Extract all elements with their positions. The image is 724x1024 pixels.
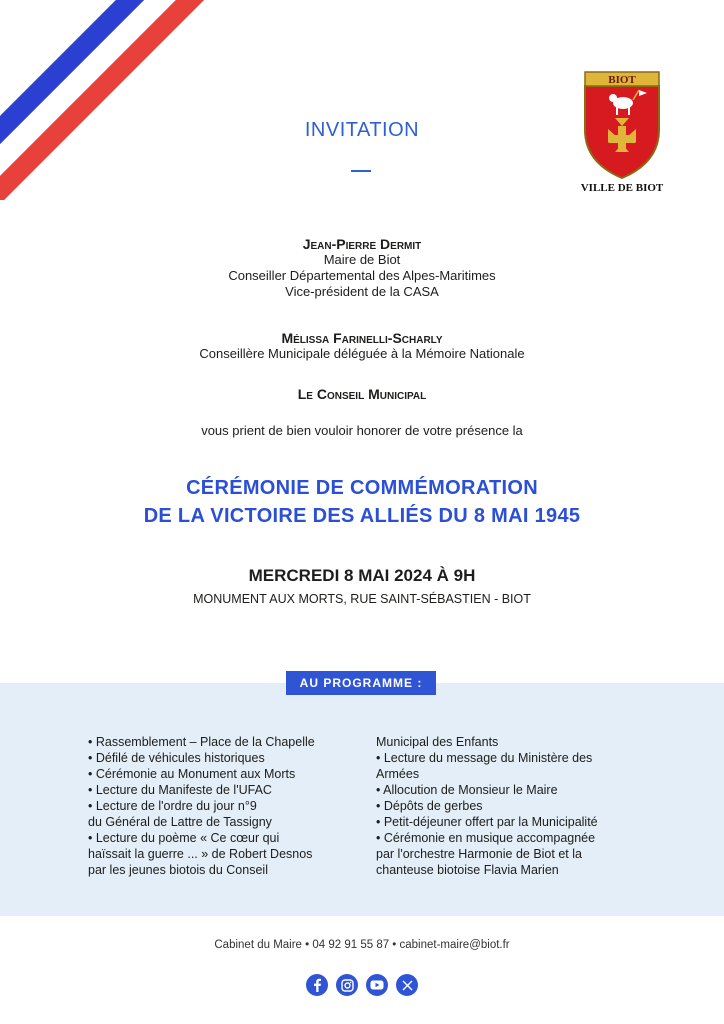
event-date: MERCREDI 8 MAI 2024 À 9H bbox=[248, 566, 476, 585]
program-line: chanteuse biotoise Flavia Marien bbox=[376, 863, 559, 877]
tricolor-ribbon bbox=[0, 0, 240, 200]
program-line: • Lecture du poème « Ce cœur qui bbox=[88, 831, 280, 845]
youtube-icon[interactable] bbox=[366, 974, 388, 996]
ceremony-title bbox=[0, 474, 724, 530]
program-line: • Lecture du message du Ministère des bbox=[376, 751, 593, 765]
program-line: • Rassemblement – Place de la Chapelle bbox=[88, 735, 315, 749]
host-role: Conseillère Municipale déléguée à la Mémoire Nationale bbox=[199, 346, 525, 361]
event-place: MONUMENT AUX MORTS, RUE SAINT-SÉBASTIEN - BIOT bbox=[193, 592, 531, 606]
host-mayor bbox=[0, 236, 724, 300]
program-line: • Lecture du Manifeste de l'UFAC bbox=[88, 783, 272, 797]
program-line: par les jeunes biotois du Conseil bbox=[88, 863, 268, 877]
x-icon[interactable] bbox=[396, 974, 418, 996]
program-line: • Lecture de l'ordre du jour n°9 bbox=[88, 799, 257, 813]
program-line: du Général de Lattre de Tassigny bbox=[88, 815, 272, 829]
facebook-icon[interactable] bbox=[306, 974, 328, 996]
instagram-icon[interactable] bbox=[336, 974, 358, 996]
invitation-request: vous prient de bien vouloir honorer de votre présence la bbox=[201, 423, 523, 438]
title-divider bbox=[351, 170, 371, 172]
program-line: • Dépôts de gerbes bbox=[376, 799, 483, 813]
program-line: Municipal des Enfants bbox=[376, 735, 499, 749]
contact-line: Cabinet du Maire • 04 92 91 55 87 • cabinet-maire@biot.fr bbox=[214, 939, 510, 951]
host-name: Mélissa Farinelli-Scharly bbox=[281, 330, 443, 346]
social-links bbox=[306, 974, 418, 996]
invitation-title: INVITATION bbox=[304, 119, 420, 141]
program-column-right bbox=[376, 734, 656, 878]
program-line: Armées bbox=[376, 767, 420, 781]
host-role: Vice-président de la CASA bbox=[285, 284, 439, 299]
ceremony-title-line: DE LA VICTOIRE DES ALLIÉS DU 8 MAI 1945 bbox=[143, 505, 581, 527]
program-line: • Cérémonie en musique accompagnée bbox=[376, 831, 596, 845]
program-line: haïssait la guerre ... » de Robert Desnos bbox=[88, 847, 313, 861]
program-column-left bbox=[88, 734, 358, 878]
program-line: par l'orchestre Harmonie de Biot et la bbox=[376, 847, 582, 861]
program-title: AU PROGRAMME : bbox=[286, 671, 436, 695]
crest-banner-text: BIOT bbox=[608, 74, 636, 86]
program-line: • Défilé de véhicules historiques bbox=[88, 751, 265, 765]
host-name: Jean-Pierre Dermit bbox=[302, 236, 422, 252]
host-councillor bbox=[0, 330, 724, 362]
host-council bbox=[0, 386, 724, 402]
host-role: Maire de Biot bbox=[323, 252, 401, 267]
program-line: • Allocution de Monsieur le Maire bbox=[376, 783, 558, 797]
host-name: Le Conseil Municipal bbox=[297, 386, 427, 402]
host-role: Conseiller Départemental des Alpes-Maritimes bbox=[228, 268, 496, 283]
crest-caption: VILLE DE BIOT bbox=[580, 182, 664, 194]
program-line: • Petit-déjeuner offert par la Municipalité bbox=[376, 815, 598, 829]
program-line: • Cérémonie au Monument aux Morts bbox=[88, 767, 296, 781]
ceremony-title-line: CÉRÉMONIE DE COMMÉMORATION bbox=[186, 477, 538, 499]
